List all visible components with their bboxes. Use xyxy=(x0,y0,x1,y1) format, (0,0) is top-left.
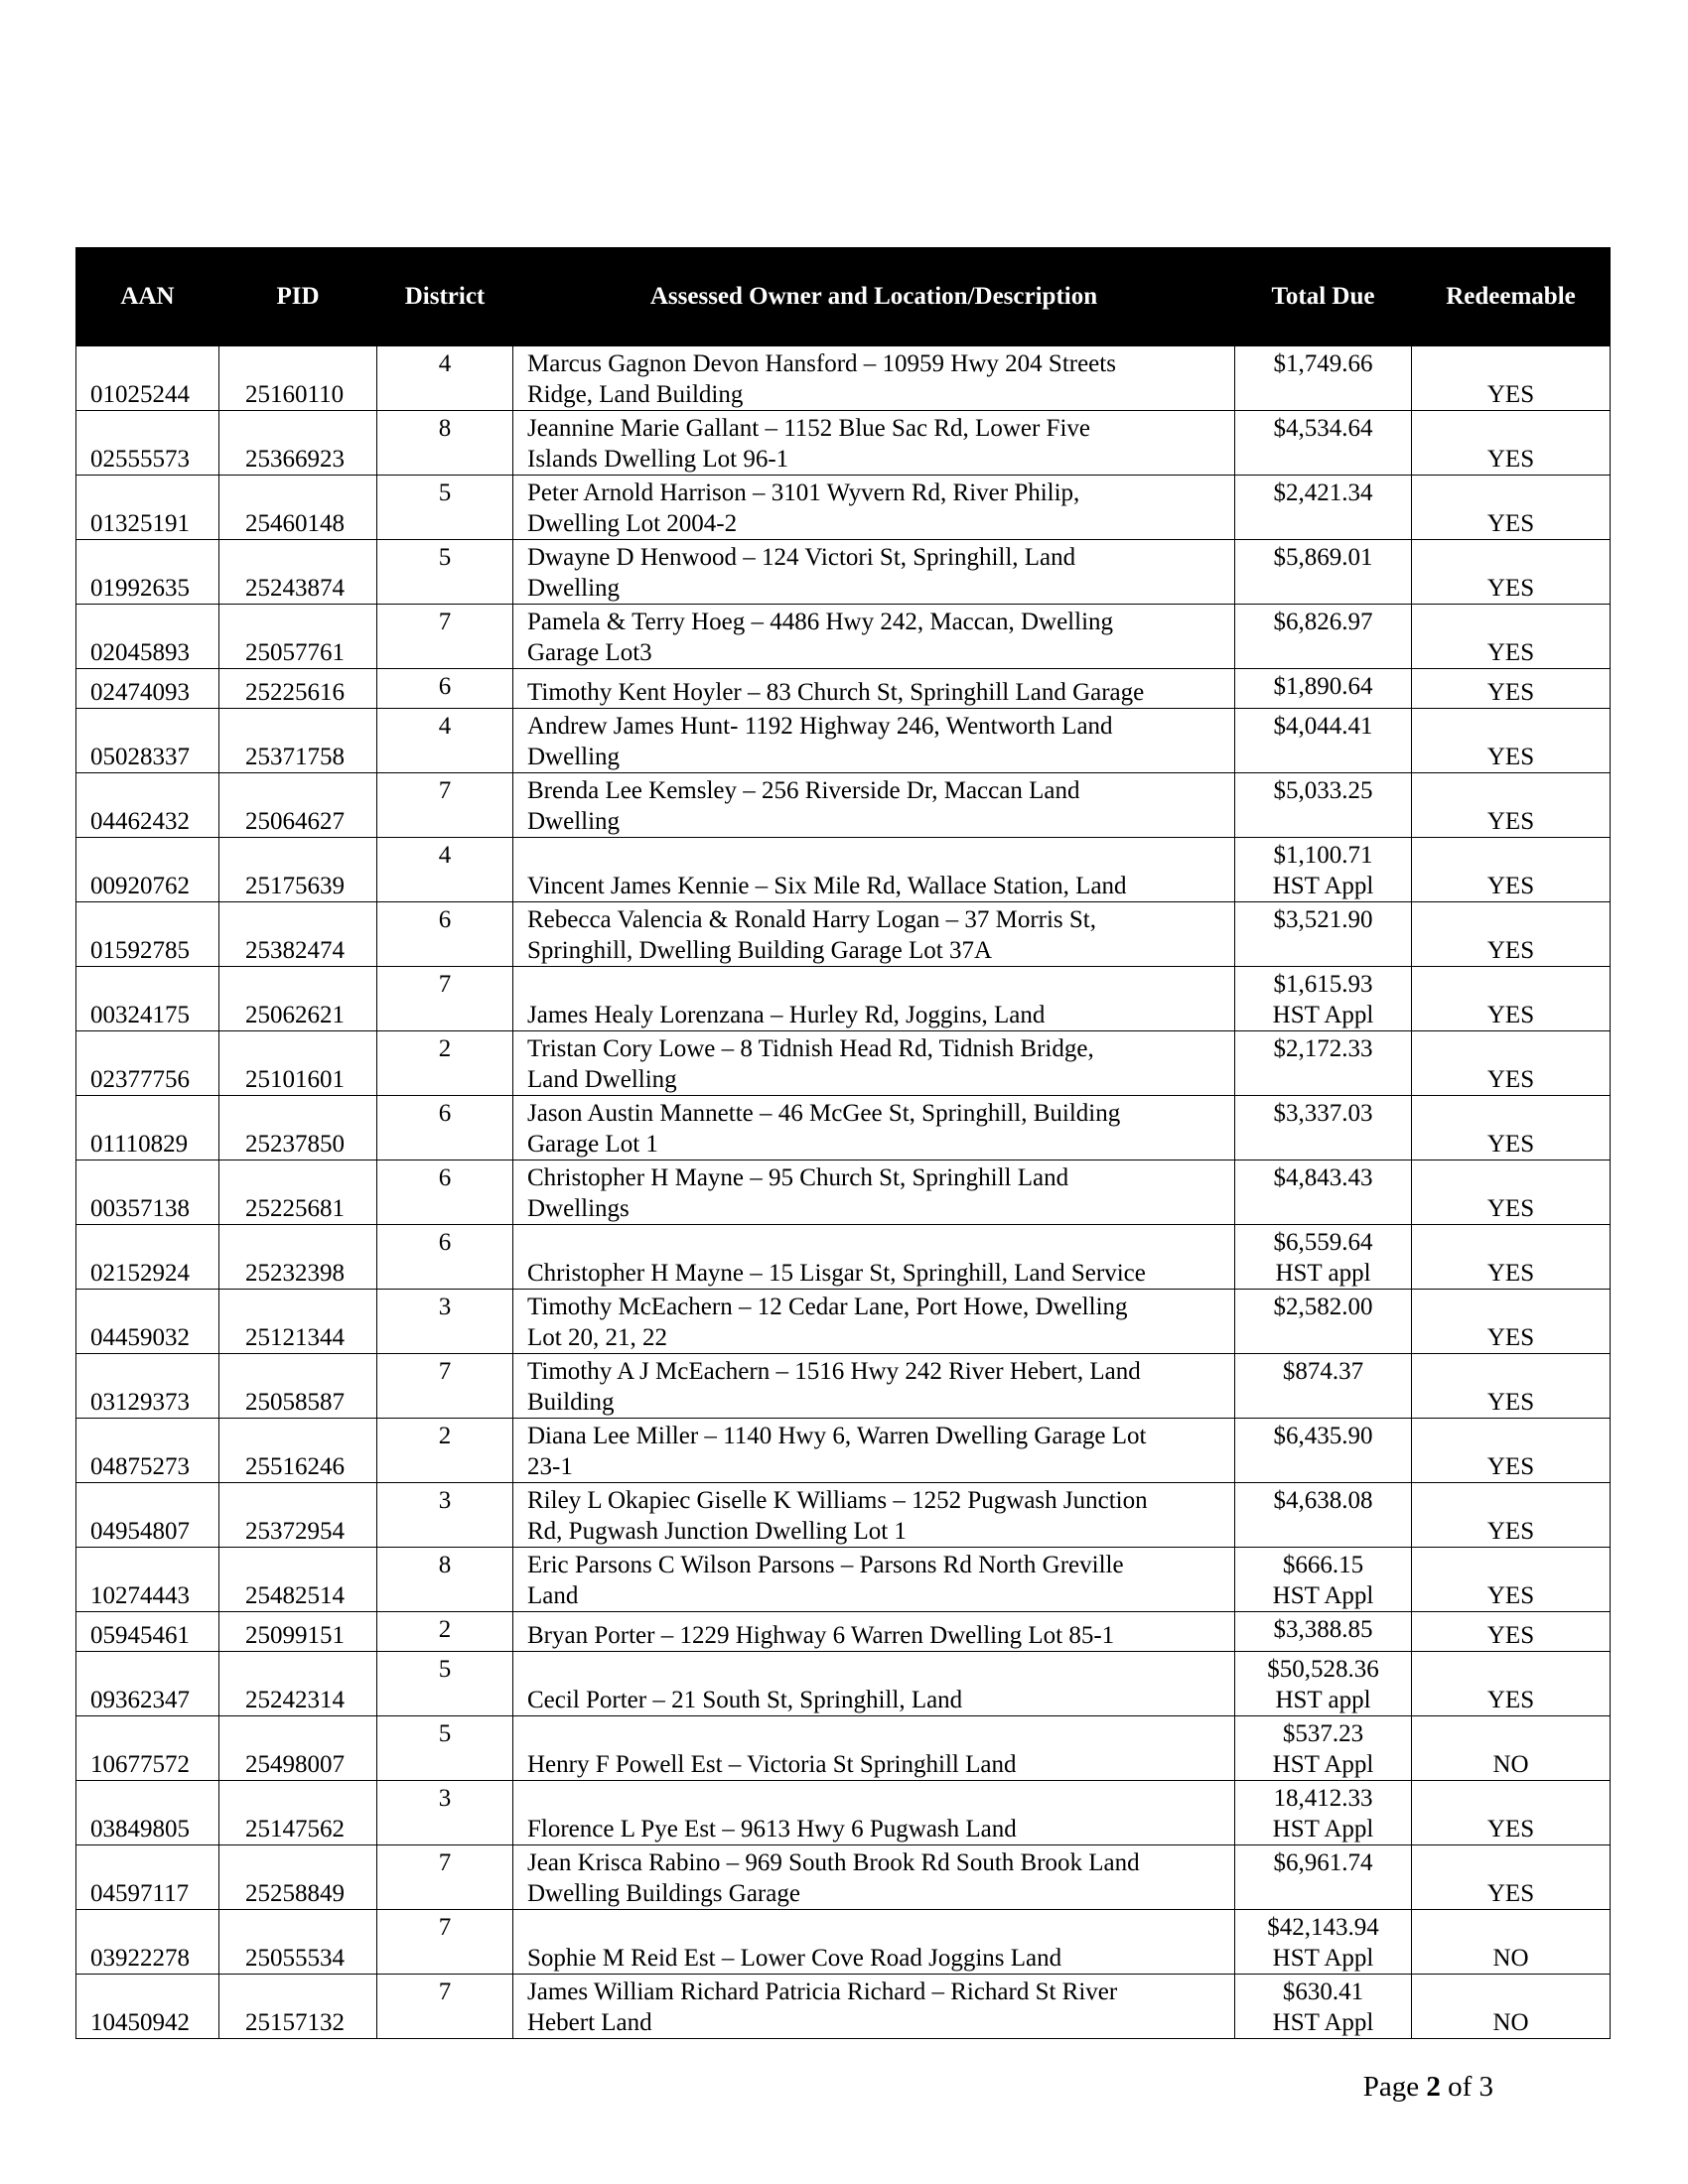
table-row xyxy=(76,773,1611,838)
cell-redeemable: YES xyxy=(1412,1096,1611,1160)
description-line: Dwelling Lot 2004-2 xyxy=(527,510,738,537)
cell-pid: 25058587 xyxy=(219,1354,377,1419)
description-line: Peter Arnold Harrison – 3101 Wyvern Rd, River Philip, xyxy=(527,479,1080,506)
cell-pid: 25243874 xyxy=(219,540,377,605)
description-line: Diana Lee Miller – 1140 Hwy 6, Warren Dwelling Garage Lot xyxy=(527,1423,1147,1449)
total-due-amount: $4,638.08 xyxy=(1273,1487,1373,1514)
total-due-amount: $6,826.97 xyxy=(1273,609,1373,635)
cell-pid: 25366923 xyxy=(219,411,377,476)
description-line: Jean Krisca Rabino – 969 South Brook Rd South Brook Land xyxy=(527,1849,1140,1876)
cell-total-due xyxy=(1235,346,1412,411)
cell-aan: 01992635 xyxy=(76,540,219,605)
total-due-note: HST Appl xyxy=(1272,1751,1374,1778)
table-row xyxy=(76,1290,1611,1354)
description-line: Jeannine Marie Gallant – 1152 Blue Sac Rd, Lower Five xyxy=(527,415,1090,442)
cell-district: 6 xyxy=(377,1225,513,1290)
cell-total-due xyxy=(1235,1716,1412,1781)
cell-district: 5 xyxy=(377,540,513,605)
description-line: Dwelling xyxy=(527,744,621,770)
cell-district: 6 xyxy=(377,669,513,709)
cell-aan: 04597117 xyxy=(76,1845,219,1910)
table-row xyxy=(76,902,1611,967)
cell-description xyxy=(513,1483,1235,1548)
cell-aan: 04954807 xyxy=(76,1483,219,1548)
total-due-amount: $1,100.71 xyxy=(1273,842,1373,869)
cell-district: 3 xyxy=(377,1483,513,1548)
cell-district: 2 xyxy=(377,1031,513,1096)
cell-description xyxy=(513,1225,1235,1290)
cell-redeemable: NO xyxy=(1412,1716,1611,1781)
description-line: Eric Parsons C Wilson Parsons – Parsons Rd North Greville xyxy=(527,1552,1124,1578)
cell-total-due xyxy=(1235,1483,1412,1548)
page-footer xyxy=(1363,2071,1493,2104)
cell-redeemable: YES xyxy=(1412,902,1611,967)
cell-pid: 25516246 xyxy=(219,1419,377,1483)
cell-total-due xyxy=(1235,1548,1412,1612)
table-row xyxy=(76,669,1611,709)
cell-pid: 25498007 xyxy=(219,1716,377,1781)
cell-redeemable: YES xyxy=(1412,1612,1611,1652)
header-total-due: Total Due xyxy=(1235,248,1412,346)
cell-redeemable: NO xyxy=(1412,1975,1611,2039)
description-line: Timothy McEachern – 12 Cedar Lane, Port Howe, Dwelling xyxy=(527,1294,1128,1320)
cell-total-due xyxy=(1235,1419,1412,1483)
description-line: Islands Dwelling Lot 96-1 xyxy=(527,446,789,473)
cell-total-due xyxy=(1235,902,1412,967)
table-row xyxy=(76,346,1611,411)
cell-redeemable: YES xyxy=(1412,1160,1611,1225)
total-due-amount: 18,412.33 xyxy=(1273,1785,1373,1812)
cell-total-due xyxy=(1235,1031,1412,1096)
cell-pid: 25225616 xyxy=(219,669,377,709)
total-due-note: HST Appl xyxy=(1272,873,1374,899)
cell-district: 5 xyxy=(377,1716,513,1781)
table-row xyxy=(76,476,1611,540)
total-due-amount: $4,843.43 xyxy=(1273,1164,1373,1191)
total-due-amount: $630.41 xyxy=(1282,1979,1364,2005)
total-due-note: HST Appl xyxy=(1272,2009,1374,2036)
total-due-amount: $2,582.00 xyxy=(1273,1294,1373,1320)
cell-aan: 03922278 xyxy=(76,1910,219,1975)
cell-redeemable: NO xyxy=(1412,1910,1611,1975)
cell-aan: 05945461 xyxy=(76,1612,219,1652)
cell-description xyxy=(513,1845,1235,1910)
cell-description xyxy=(513,476,1235,540)
cell-district: 3 xyxy=(377,1781,513,1845)
table-row xyxy=(76,1160,1611,1225)
cell-district: 6 xyxy=(377,902,513,967)
cell-district: 7 xyxy=(377,1845,513,1910)
cell-total-due xyxy=(1235,1225,1412,1290)
description-line: Vincent James Kennie – Six Mile Rd, Wallace Station, Land xyxy=(527,873,1127,899)
total-due-amount: $4,534.64 xyxy=(1273,415,1373,442)
description-line: Andrew James Hunt- 1192 Highway 246, Wentworth Land xyxy=(527,713,1113,740)
total-due-amount: $2,421.34 xyxy=(1273,479,1373,506)
cell-total-due xyxy=(1235,411,1412,476)
total-due-note: HST Appl xyxy=(1272,1002,1374,1028)
cell-pid: 25057761 xyxy=(219,605,377,669)
cell-total-due xyxy=(1235,967,1412,1031)
cell-aan: 01325191 xyxy=(76,476,219,540)
cell-total-due xyxy=(1235,540,1412,605)
cell-aan: 01592785 xyxy=(76,902,219,967)
table-row xyxy=(76,540,1611,605)
cell-aan: 09362347 xyxy=(76,1652,219,1716)
description-line: Cecil Porter – 21 South St, Springhill, Land xyxy=(527,1687,963,1713)
description-line: Rebecca Valencia & Ronald Harry Logan – 37 Morris St, xyxy=(527,906,1096,933)
description-line: Ridge, Land Building xyxy=(527,381,744,408)
description-line: Dwelling xyxy=(527,575,621,602)
total-due-amount: $6,435.90 xyxy=(1273,1423,1373,1449)
cell-total-due xyxy=(1235,1290,1412,1354)
cell-pid: 25371758 xyxy=(219,709,377,773)
cell-total-due xyxy=(1235,773,1412,838)
cell-pid: 25482514 xyxy=(219,1548,377,1612)
total-due-amount: $1,615.93 xyxy=(1273,971,1373,998)
total-due-note: HST Appl xyxy=(1272,1945,1374,1972)
cell-redeemable: YES xyxy=(1412,669,1611,709)
cell-redeemable: YES xyxy=(1412,411,1611,476)
cell-description xyxy=(513,1910,1235,1975)
cell-redeemable: YES xyxy=(1412,476,1611,540)
cell-total-due xyxy=(1235,1160,1412,1225)
description-line: Dwayne D Henwood – 124 Victori St, Springhill, Land xyxy=(527,544,1076,571)
table-row xyxy=(76,709,1611,773)
table-row xyxy=(76,1419,1611,1483)
cell-pid: 25225681 xyxy=(219,1160,377,1225)
description-line: Dwelling xyxy=(527,808,621,835)
table-row xyxy=(76,1910,1611,1975)
cell-district: 6 xyxy=(377,1160,513,1225)
cell-redeemable: YES xyxy=(1412,1031,1611,1096)
cell-redeemable: YES xyxy=(1412,605,1611,669)
cell-redeemable: YES xyxy=(1412,773,1611,838)
cell-total-due xyxy=(1235,1910,1412,1975)
cell-aan: 02045893 xyxy=(76,605,219,669)
cell-redeemable: YES xyxy=(1412,1652,1611,1716)
header-aan: AAN xyxy=(76,248,219,346)
cell-district: 8 xyxy=(377,1548,513,1612)
cell-description xyxy=(513,1548,1235,1612)
cell-description xyxy=(513,773,1235,838)
total-due-amount: $4,044.41 xyxy=(1273,713,1373,740)
cell-description xyxy=(513,1354,1235,1419)
cell-aan: 04459032 xyxy=(76,1290,219,1354)
cell-district: 4 xyxy=(377,838,513,902)
cell-aan: 05028337 xyxy=(76,709,219,773)
page-of-label: of xyxy=(1448,2071,1473,2103)
cell-description xyxy=(513,709,1235,773)
cell-aan: 10274443 xyxy=(76,1548,219,1612)
table-row xyxy=(76,1096,1611,1160)
cell-total-due xyxy=(1235,1612,1412,1652)
cell-aan: 04875273 xyxy=(76,1419,219,1483)
description-line: Sophie M Reid Est – Lower Cove Road Joggins Land xyxy=(527,1945,1062,1972)
total-due-note: HST appl xyxy=(1275,1260,1371,1287)
header-district: District xyxy=(377,248,513,346)
description-line: Riley L Okapiec Giselle K Williams – 1252 Pugwash Junction xyxy=(527,1487,1148,1514)
cell-description xyxy=(513,1160,1235,1225)
total-due-amount: $6,961.74 xyxy=(1273,1849,1373,1876)
cell-redeemable: YES xyxy=(1412,709,1611,773)
cell-description xyxy=(513,1716,1235,1781)
cell-pid: 25382474 xyxy=(219,902,377,967)
table-body xyxy=(76,346,1611,2039)
cell-district: 6 xyxy=(377,1096,513,1160)
cell-total-due xyxy=(1235,1781,1412,1845)
cell-description xyxy=(513,967,1235,1031)
table-row xyxy=(76,1975,1611,2039)
table-row xyxy=(76,1031,1611,1096)
cell-description xyxy=(513,605,1235,669)
cell-description xyxy=(513,411,1235,476)
cell-pid: 25121344 xyxy=(219,1290,377,1354)
description-line: Christopher H Mayne – 15 Lisgar St, Springhill, Land Service xyxy=(527,1260,1146,1287)
total-due-amount: $3,388.85 xyxy=(1273,1616,1373,1643)
cell-description xyxy=(513,1781,1235,1845)
cell-aan: 10450942 xyxy=(76,1975,219,2039)
total-due-amount: $666.15 xyxy=(1282,1552,1364,1578)
cell-redeemable: YES xyxy=(1412,1419,1611,1483)
cell-description xyxy=(513,902,1235,967)
total-due-amount: $3,521.90 xyxy=(1273,906,1373,933)
header-description: Assessed Owner and Location/Description xyxy=(513,248,1235,346)
cell-description xyxy=(513,1290,1235,1354)
table-row xyxy=(76,1612,1611,1652)
page-number: 2 xyxy=(1426,2071,1441,2103)
cell-district: 2 xyxy=(377,1612,513,1652)
description-line: 23-1 xyxy=(527,1453,573,1480)
cell-redeemable: YES xyxy=(1412,1354,1611,1419)
total-due-amount: $42,143.94 xyxy=(1267,1914,1379,1941)
cell-district: 5 xyxy=(377,1652,513,1716)
cell-aan: 00920762 xyxy=(76,838,219,902)
cell-redeemable: YES xyxy=(1412,1845,1611,1910)
table-row xyxy=(76,1483,1611,1548)
cell-district: 4 xyxy=(377,709,513,773)
cell-pid: 25237850 xyxy=(219,1096,377,1160)
description-line: Brenda Lee Kemsley – 256 Riverside Dr, Maccan Land xyxy=(527,777,1080,804)
cell-district: 5 xyxy=(377,476,513,540)
description-line: Garage Lot3 xyxy=(527,639,652,666)
cell-pid: 25460148 xyxy=(219,476,377,540)
cell-redeemable: YES xyxy=(1412,1781,1611,1845)
cell-pid: 25147562 xyxy=(219,1781,377,1845)
cell-district: 2 xyxy=(377,1419,513,1483)
cell-pid: 25232398 xyxy=(219,1225,377,1290)
table-row xyxy=(76,1225,1611,1290)
total-due-note: HST Appl xyxy=(1272,1816,1374,1843)
description-line: Land Dwelling xyxy=(527,1066,677,1093)
description-line: Springhill, Dwelling Building Garage Lot 37A xyxy=(527,937,993,964)
cell-pid: 25064627 xyxy=(219,773,377,838)
total-due-note: HST appl xyxy=(1275,1687,1371,1713)
description-line: Marcus Gagnon Devon Hansford – 10959 Hwy 204 Streets xyxy=(527,350,1116,377)
cell-total-due xyxy=(1235,1845,1412,1910)
description-line: Henry F Powell Est – Victoria St Springhill Land xyxy=(527,1751,1017,1778)
table-row xyxy=(76,411,1611,476)
table-row xyxy=(76,1354,1611,1419)
cell-redeemable: YES xyxy=(1412,540,1611,605)
cell-redeemable: YES xyxy=(1412,1290,1611,1354)
cell-district: 8 xyxy=(377,411,513,476)
cell-aan: 04462432 xyxy=(76,773,219,838)
tax-sale-table xyxy=(75,247,1611,2039)
table-header xyxy=(76,248,1611,346)
cell-description xyxy=(513,1612,1235,1652)
description-line: James William Richard Patricia Richard – Richard St River xyxy=(527,1979,1118,2005)
cell-redeemable: YES xyxy=(1412,346,1611,411)
description-line: Bryan Porter – 1229 Highway 6 Warren Dwelling Lot 85-1 xyxy=(527,1622,1115,1649)
cell-total-due xyxy=(1235,669,1412,709)
cell-total-due xyxy=(1235,709,1412,773)
cell-description xyxy=(513,1419,1235,1483)
total-due-amount: $1,749.66 xyxy=(1273,350,1373,377)
description-line: Tristan Cory Lowe – 8 Tidnish Head Rd, Tidnish Bridge, xyxy=(527,1035,1094,1062)
table-row xyxy=(76,1548,1611,1612)
page-total: 3 xyxy=(1478,2071,1493,2103)
page-label: Page xyxy=(1362,2071,1420,2103)
description-line: Hebert Land xyxy=(527,2009,652,2036)
cell-total-due xyxy=(1235,1354,1412,1419)
table-row xyxy=(76,605,1611,669)
cell-aan: 00357138 xyxy=(76,1160,219,1225)
cell-pid: 25160110 xyxy=(219,346,377,411)
cell-district: 4 xyxy=(377,346,513,411)
table-row xyxy=(76,1716,1611,1781)
cell-aan: 02555573 xyxy=(76,411,219,476)
description-line: James Healy Lorenzana – Hurley Rd, Joggins, Land xyxy=(527,1002,1046,1028)
cell-description xyxy=(513,540,1235,605)
cell-description xyxy=(513,669,1235,709)
cell-pid: 25258849 xyxy=(219,1845,377,1910)
total-due-amount: $50,528.36 xyxy=(1267,1656,1379,1683)
cell-total-due xyxy=(1235,605,1412,669)
cell-description xyxy=(513,346,1235,411)
total-due-amount: $1,890.64 xyxy=(1273,673,1373,700)
cell-pid: 25099151 xyxy=(219,1612,377,1652)
table-row xyxy=(76,967,1611,1031)
total-due-amount: $6,559.64 xyxy=(1273,1229,1373,1256)
cell-description xyxy=(513,1096,1235,1160)
table-row xyxy=(76,1652,1611,1716)
total-due-note: HST Appl xyxy=(1272,1582,1374,1609)
description-line: Rd, Pugwash Junction Dwelling Lot 1 xyxy=(527,1518,907,1545)
cell-redeemable: YES xyxy=(1412,1548,1611,1612)
description-line: Land xyxy=(527,1582,579,1609)
cell-aan: 00324175 xyxy=(76,967,219,1031)
cell-aan: 02152924 xyxy=(76,1225,219,1290)
cell-total-due xyxy=(1235,1096,1412,1160)
header-redeemable: Redeemable xyxy=(1412,248,1611,346)
cell-pid: 25372954 xyxy=(219,1483,377,1548)
cell-total-due xyxy=(1235,838,1412,902)
description-line: Pamela & Terry Hoeg – 4486 Hwy 242, Maccan, Dwelling xyxy=(527,609,1114,635)
table-row xyxy=(76,838,1611,902)
cell-district: 7 xyxy=(377,605,513,669)
cell-redeemable: YES xyxy=(1412,1225,1611,1290)
cell-aan: 01110829 xyxy=(76,1096,219,1160)
cell-pid: 25101601 xyxy=(219,1031,377,1096)
description-line: Florence L Pye Est – 9613 Hwy 6 Pugwash Land xyxy=(527,1816,1017,1843)
cell-redeemable: YES xyxy=(1412,967,1611,1031)
cell-district: 3 xyxy=(377,1290,513,1354)
cell-pid: 25242314 xyxy=(219,1652,377,1716)
total-due-amount: $5,869.01 xyxy=(1273,544,1373,571)
cell-district: 7 xyxy=(377,1354,513,1419)
table-row xyxy=(76,1845,1611,1910)
cell-aan: 02377756 xyxy=(76,1031,219,1096)
description-line: Dwelling Buildings Garage xyxy=(527,1880,800,1907)
cell-pid: 25157132 xyxy=(219,1975,377,2039)
cell-district: 7 xyxy=(377,1975,513,2039)
cell-pid: 25175639 xyxy=(219,838,377,902)
cell-aan: 01025244 xyxy=(76,346,219,411)
total-due-amount: $3,337.03 xyxy=(1273,1100,1373,1127)
total-due-amount: $537.23 xyxy=(1282,1720,1364,1747)
cell-total-due xyxy=(1235,1975,1412,2039)
cell-redeemable: YES xyxy=(1412,838,1611,902)
cell-aan: 02474093 xyxy=(76,669,219,709)
cell-aan: 10677572 xyxy=(76,1716,219,1781)
cell-pid: 25055534 xyxy=(219,1910,377,1975)
description-line: Lot 20, 21, 22 xyxy=(527,1324,667,1351)
description-line: Jason Austin Mannette – 46 McGee St, Springhill, Building xyxy=(527,1100,1121,1127)
description-line: Timothy Kent Hoyler – 83 Church St, Springhill Land Garage xyxy=(527,679,1145,706)
cell-district: 7 xyxy=(377,967,513,1031)
header-pid: PID xyxy=(219,248,377,346)
cell-description xyxy=(513,1975,1235,2039)
cell-total-due xyxy=(1235,1652,1412,1716)
cell-description xyxy=(513,1652,1235,1716)
cell-aan: 03129373 xyxy=(76,1354,219,1419)
description-line: Garage Lot 1 xyxy=(527,1131,658,1158)
cell-district: 7 xyxy=(377,1910,513,1975)
cell-pid: 25062621 xyxy=(219,967,377,1031)
cell-district: 7 xyxy=(377,773,513,838)
cell-total-due xyxy=(1235,476,1412,540)
total-due-amount: $5,033.25 xyxy=(1273,777,1373,804)
total-due-amount: $874.37 xyxy=(1282,1358,1364,1385)
description-line: Dwellings xyxy=(527,1195,630,1222)
table-row xyxy=(76,1781,1611,1845)
total-due-amount: $2,172.33 xyxy=(1273,1035,1373,1062)
cell-aan: 03849805 xyxy=(76,1781,219,1845)
description-line: Building xyxy=(527,1389,615,1416)
cell-description xyxy=(513,1031,1235,1096)
description-line: Timothy A J McEachern – 1516 Hwy 242 River Hebert, Land xyxy=(527,1358,1141,1385)
cell-description xyxy=(513,838,1235,902)
cell-redeemable: YES xyxy=(1412,1483,1611,1548)
description-line: Christopher H Mayne – 95 Church St, Springhill Land xyxy=(527,1164,1069,1191)
